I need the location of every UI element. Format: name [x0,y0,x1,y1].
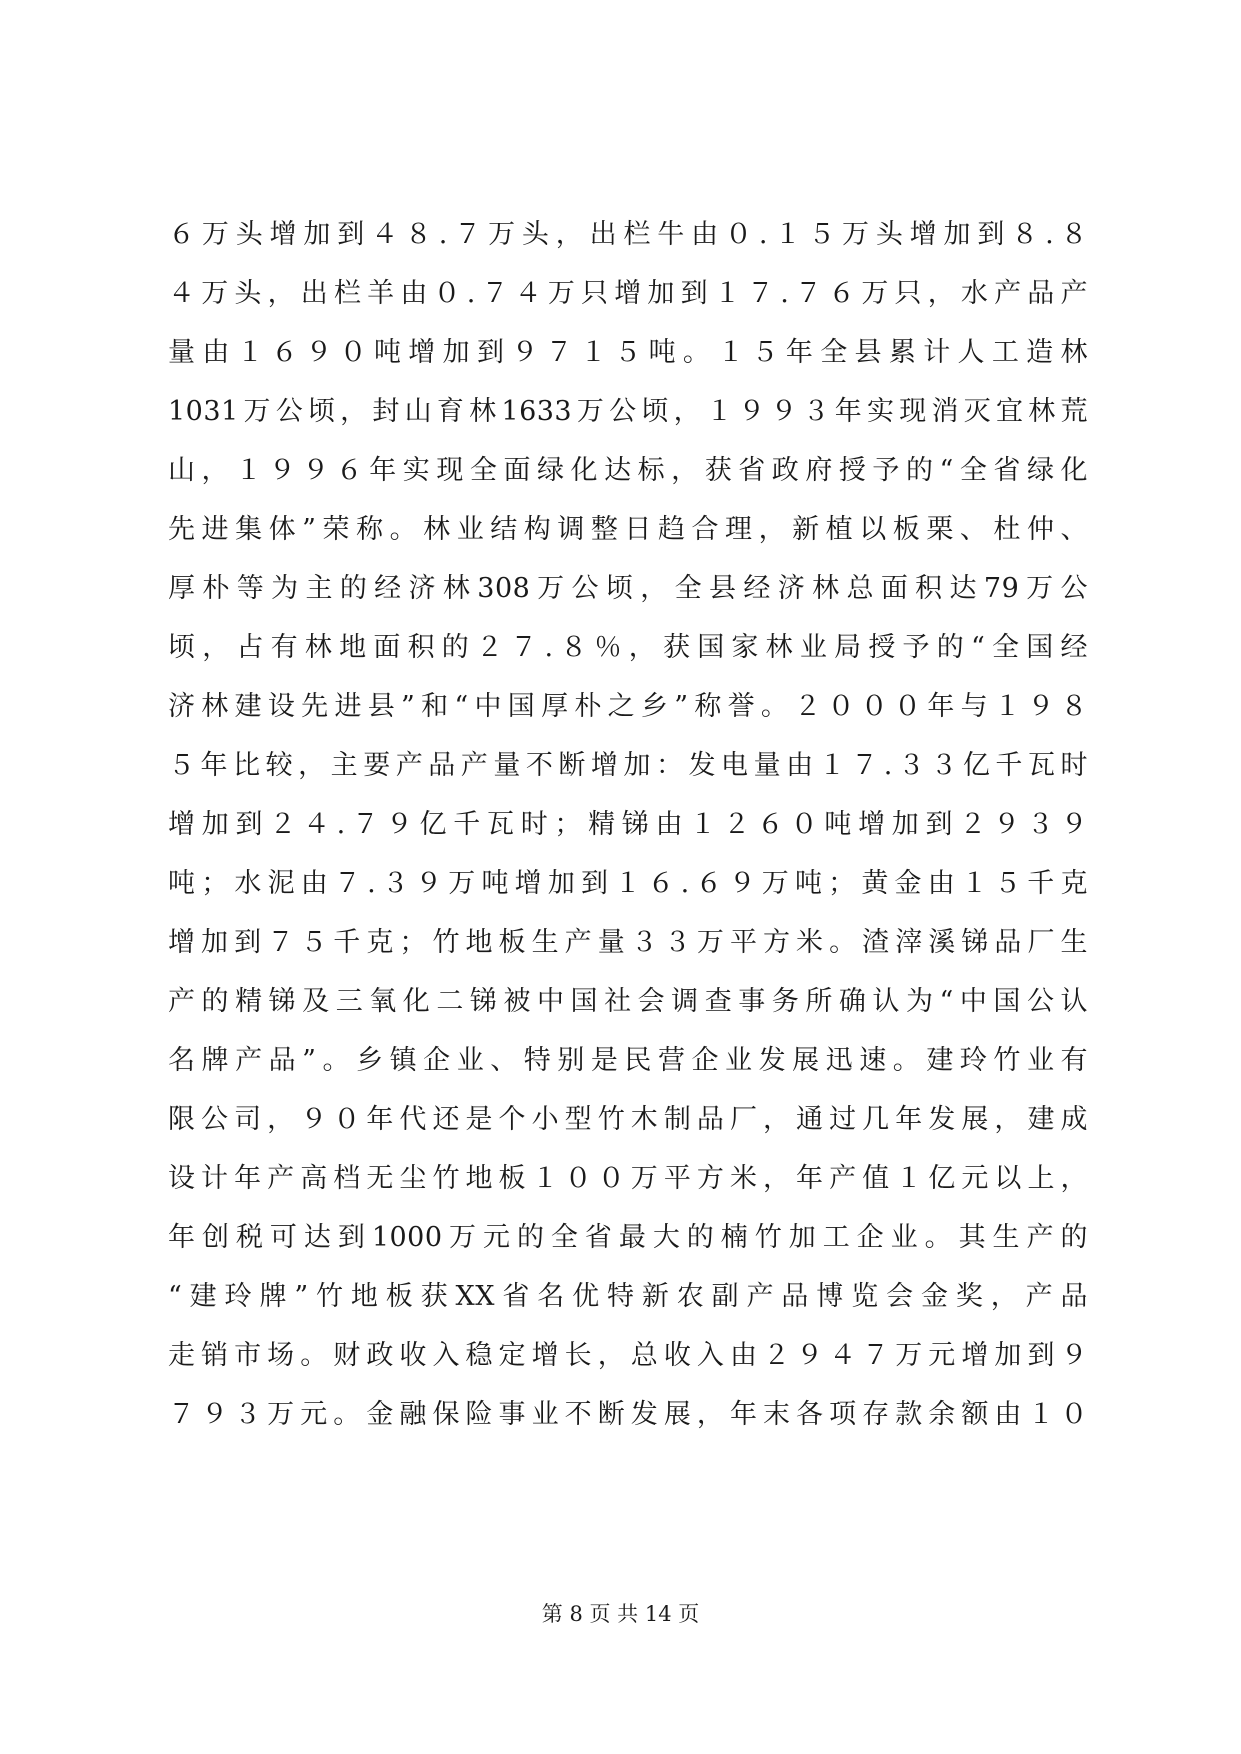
text-line: ６万头增加到４８.７万头，出栏牛由０.１５万头增加到８.８ [168,219,1088,250]
text-line: 限公司，９０年代还是个小型竹木制品厂，通过几年发展，建成 [168,1104,1088,1135]
text-line: 顷，占有林地面积的２７.８％，获国家林业局授予的“全国经 [168,632,1088,663]
body-text [168,205,1088,1444]
text-line: 产的精锑及三氧化二锑被中国社会调查事务所确认为“中国公认 [168,986,1088,1017]
page-footer [0,1598,1241,1628]
text-line: 厚朴等为主的经济林308万公顷，全县经济林总面积达79万公 [168,573,1088,604]
text-line: 增加到７５千克；竹地板生产量３３万平方米。渣滓溪锑品厂生 [168,927,1088,958]
text-line: 吨；水泥由７.３９万吨增加到１６.６９万吨；黄金由１５千克 [168,868,1088,899]
text-line: 量由１６９０吨增加到９７１５吨。１５年全县累计人工造林 [168,337,1088,368]
text-line: 1031万公顷，封山育林1633万公顷，１９９３年实现消灭宜林荒 [168,396,1088,427]
text-line: ５年比较，主要产品产量不断增加：发电量由１７.３３亿千瓦时 [168,750,1088,781]
text-line: 济林建设先进县”和“中国厚朴之乡”称誉。２０００年与１９８ [168,691,1088,722]
text-line: 年创税可达到1000万元的全省最大的楠竹加工企业。其生产的 [168,1222,1088,1253]
text-line: 设计年产高档无尘竹地板１００万平方米，年产值１亿元以上， [168,1163,1088,1194]
page-number: 第 8 页 共 14 页 [541,1602,700,1626]
text-line: “建玲牌”竹地板获XX省名优特新农副产品博览会金奖，产品 [168,1281,1088,1312]
text-line: 走销市场。财政收入稳定增长，总收入由２９４７万元增加到９ [168,1340,1088,1371]
text-line: ７９３万元。金融保险事业不断发展，年末各项存款余额由１０ [168,1399,1088,1430]
text-line: ４万头，出栏羊由０.７４万只增加到１７.７６万只，水产品产 [168,278,1088,309]
text-line: 先进集体”荣称。林业结构调整日趋合理，新植以板栗、杜仲、 [168,514,1088,545]
text-line: 增加到２４.７９亿千瓦时；精锑由１２６０吨增加到２９３９ [168,809,1088,840]
text-line: 山，１９９６年实现全面绿化达标，获省政府授予的“全省绿化 [168,455,1088,486]
text-line: 名牌产品”。乡镇企业、特别是民营企业发展迅速。建玲竹业有 [168,1045,1088,1076]
